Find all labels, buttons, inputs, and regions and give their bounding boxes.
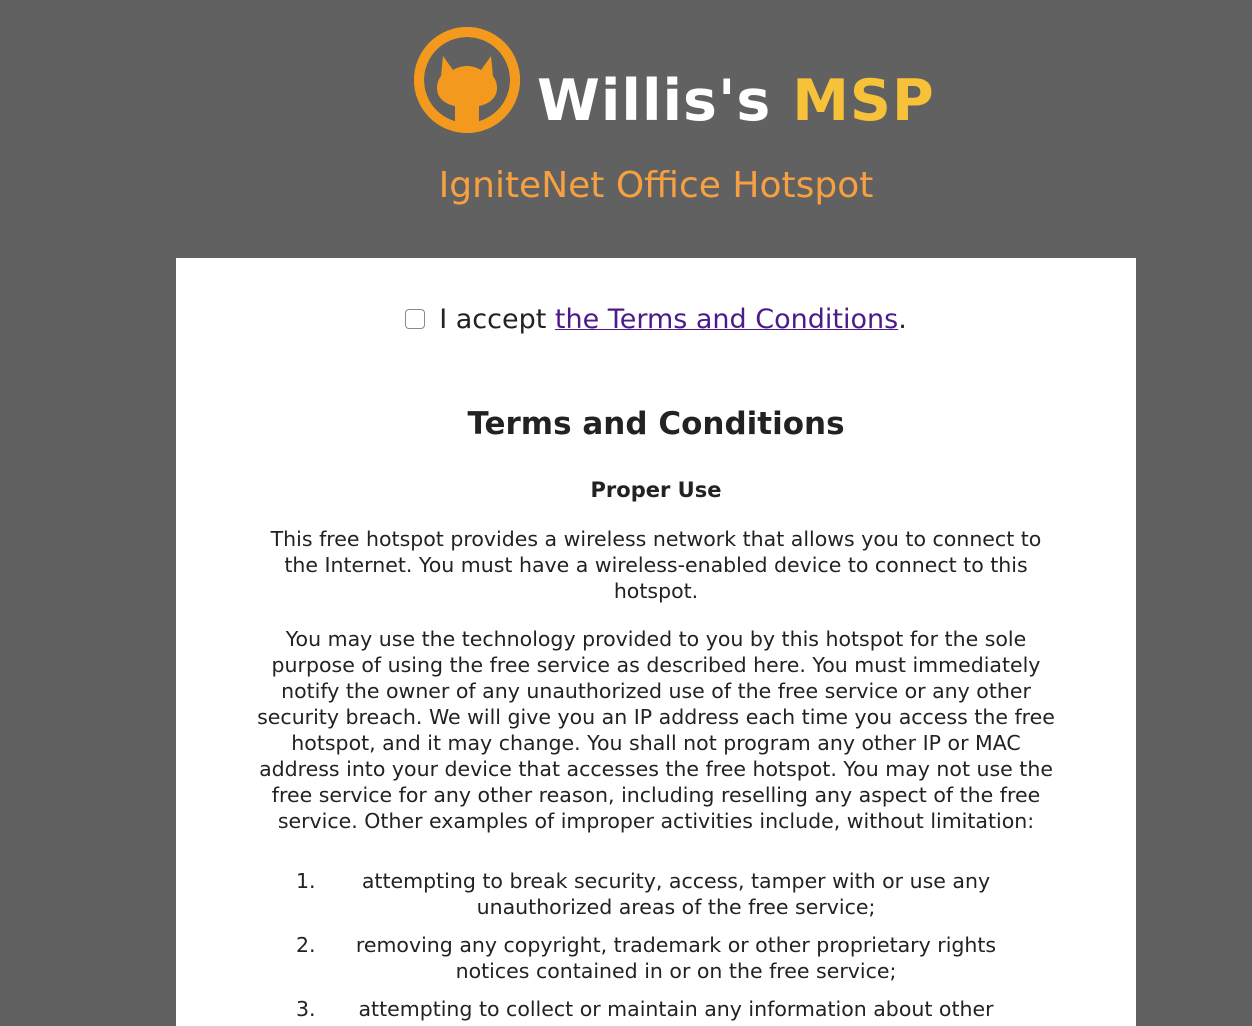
terms-title: Terms and Conditions [467, 406, 845, 442]
list-item-number: 3. [296, 997, 316, 1021]
list-item [256, 868, 1056, 920]
cat-octocat-icon [413, 26, 521, 134]
list-item-number: 2. [296, 933, 316, 957]
terms-card [176, 258, 1136, 1026]
list-item-text: attempting to break security, access, tamper with or use any unauthorized areas of the free service; [361, 869, 991, 919]
accept-label-suffix: . [898, 304, 907, 335]
hotspot-title: IgniteNet Office Hotspot [438, 165, 874, 206]
terms-link[interactable]: the Terms and Conditions [554, 304, 899, 335]
brand-wordmark [537, 68, 935, 134]
accept-terms-row [256, 304, 1056, 336]
brand-logo [413, 26, 935, 136]
section-title-proper-use: Proper Use [590, 478, 722, 502]
list-item-text: attempting to collect or maintain any information about other [358, 997, 994, 1021]
list-item [256, 996, 1056, 1022]
terms-paragraph: You may use the technology provided to you by this hotspot for the sole purpose of using the free service as described here. You must immediately notify the owner of any unauthorized use of the free service or any other security breach. We will give you an IP address each time you access the free hotspot, and it may change. You shall not program any other IP or MAC address into your device that accesses the free hotspot. You may not use the free service for any other reason, including reselling any aspect of the free service. Other examples of improper activities include, without limitation: [257, 627, 1055, 833]
improper-activities-list [256, 868, 1056, 1022]
accept-label-prefix: I accept [439, 304, 555, 335]
terms-content [256, 304, 1056, 1022]
terms-paragraph: This free hotspot provides a wireless network that allows you to connect to the Internet. You must have a wireless-enabled device to connect to this hotspot. [270, 527, 1042, 603]
accept-terms-checkbox[interactable] [405, 309, 425, 329]
brand-accent: MSP [792, 68, 935, 134]
list-item [256, 932, 1056, 984]
brand-name: Willis's [537, 68, 772, 134]
list-item-number: 1. [296, 869, 316, 893]
header [0, 0, 1252, 258]
list-item-text: removing any copyright, trademark or other proprietary rights notices contained in or on the free service; [355, 933, 997, 983]
